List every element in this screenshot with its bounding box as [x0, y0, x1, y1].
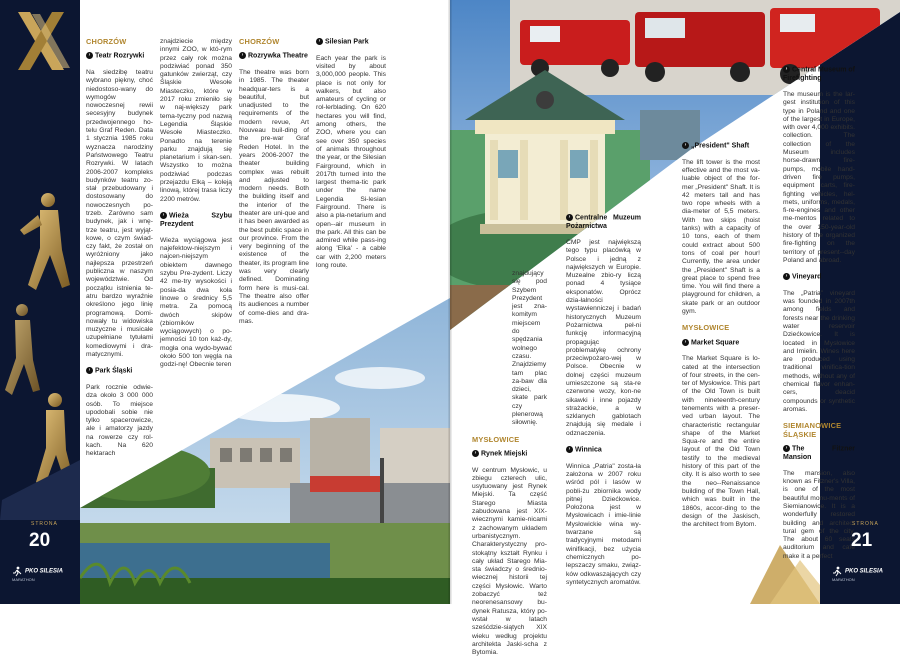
- arrow-icon: ›: [472, 450, 479, 457]
- section-heading: MYSŁOWICE: [472, 434, 520, 444]
- left-page: [0, 0, 450, 604]
- item-title: [239, 52, 309, 61]
- page-gutter: [448, 0, 452, 604]
- arrow-icon: ›: [86, 52, 93, 59]
- item-title-text: Wieża Szybu Prezydent: [160, 212, 232, 228]
- item-title: [783, 273, 855, 282]
- item-body: The lift tower is the most effective and the most va-luable object of the for-mer „President" Shaft. It is 42 meters tall and has two rope wheels with a dia-meter of 5,5 meters. With two skips (hoist tanks) with a capacity of 10 tons, each of them could extract about 500 tons of coal per hour! Currently, the area under the „President" Shaft is a great place to spend free time. You will find there a playground for children, a skate park or an outdoor gym.: [682, 158, 760, 315]
- runner-icon: [12, 566, 22, 576]
- item-title: [86, 367, 153, 376]
- brand-logo: [12, 566, 63, 583]
- item-title: [566, 214, 641, 231]
- item-body: The museum is the lar-gest institution of this type in Poland and one of the largest in Europe, with over 4,000 exhibits. collection. The collection of the Museum includes horse-drawn fire-pumps, mobile hand-driven fire pumps, equipment carts, fire-fighting vehicles, hel-mets, uniforms, medals, fi-re-engines and other me-mentos related to the over 150-year-old history of the organized fire-fighting on the territory of present--day Poland and abroad.: [783, 90, 855, 264]
- section-heading: CHORZÓW: [239, 37, 280, 46]
- arrow-icon: ›: [783, 66, 790, 73]
- left-english-column-2: [316, 38, 386, 278]
- brand-bottom-text: MARATHON: [12, 577, 35, 582]
- item-title-text: Central Museum of Firefighting: [783, 66, 856, 82]
- brand-logo: [832, 566, 883, 583]
- right-polish-column-2: [566, 214, 641, 595]
- right-polish-column-1: [472, 270, 547, 665]
- item-title-text: Winnica: [575, 446, 602, 454]
- item-title-text: Teatr Rozrywki: [95, 52, 145, 60]
- arrow-icon: ›: [682, 339, 689, 346]
- item-title-text: Park Śląski: [95, 367, 133, 375]
- item-title: [566, 446, 641, 455]
- brand-top-text: PKO SILESIA: [845, 568, 884, 575]
- item-body: CMP jest największą tego typu placówką w Polsce i jedną z największych w Europie. Muzealne zbio-ry liczą ponad 4 tysiące eksponatów. Oprócz dzia-łalności wystawienniczej i badań historycznych Muzeum Pożarnictwa peł-ni funkcję informacyjną propagując problematykę ochrony przeciwpożaro-wej w Polsce. Obecnie w dolnej części muzeum umieszczone są sta-re czerwone wozy, kon-ne sikawki i inne pojazdy strażackie, a w szklanych gablotach znajdują się medale i odznaczenia.: [566, 238, 641, 437]
- left-english-column-1: [239, 38, 309, 334]
- item-body: Wieża wyciągowa jest najefektow-niejszym i najcen-niejszym obiektem dawnego szybu Pre-zydent. Liczy 42 me-try wysokości i posia-da dwa koła linowe o średnicy 5,5 metra. Za pomocą dwóch skipów (zbiorników wyciągowych) o po-jemności 10 ton każ-dy, mogła ona wydo-bywać około 500 ton węgla na godzi-nę! Obecnie teren: [160, 236, 232, 369]
- item-title: [160, 212, 232, 229]
- folio-label: STRONA: [852, 521, 879, 527]
- right-english-column-2: [783, 66, 855, 569]
- item-title-text: The Fitzner Mansion: [783, 445, 855, 461]
- runner-icon: [832, 566, 842, 576]
- item-body: Winnica „Patria" zosta-ła założona w 2007 roku wśród pól i lasów w pobli-żu zbiornika wody pitnej Dziećkowice. Położona jest w Mysłowicach i imie-linie Mysłowickie wina wy-twarzane są tradycyjnymi metodami winifikacji, bez użycia chemicznych po-lepszaczy smaku, związ-ków odkwaszających czy syntetycznych aromatów.: [566, 462, 641, 586]
- item-title: [86, 52, 153, 61]
- page-number: 21: [851, 530, 873, 551]
- section-heading: SIEMIANOWICE ŚLĄSKIE: [783, 421, 842, 439]
- item-title: [783, 445, 855, 462]
- arrow-icon: ›: [239, 52, 246, 59]
- arrow-icon: ›: [682, 142, 689, 149]
- item-title: [682, 339, 760, 348]
- arrow-icon: ›: [566, 214, 573, 221]
- arrow-icon: ›: [160, 212, 167, 219]
- left-polish-column-1: [86, 38, 153, 467]
- item-title-text: Vineyard: [792, 273, 822, 281]
- brand-top-text: PKO SILESIA: [25, 568, 64, 575]
- item-title-text: Rynek Miejski: [481, 450, 528, 458]
- item-title-text: Rozrywka Theatre: [248, 52, 308, 60]
- right-page: [450, 0, 900, 657]
- item-title-text: Centralne Muzeum Pożarnictwa: [566, 214, 641, 230]
- page-number: 20: [29, 530, 51, 551]
- runner-silhouettes-image: [0, 80, 80, 520]
- item-body: The mansion, also known as Fitzner's Villa, is one of the most beautiful monu-ments of Siemianowice. It is a wonderfully restored building and architec-tural gem of the city. The about 60 seats auditorium and café make it a perfect: [783, 469, 855, 560]
- right-english-column-1: [682, 142, 760, 537]
- item-body: Each year the park is visited by about 3,000,000 people. This place is not only for walkers, but also amateurs of cycling or rol-lerblading. On 620 hectares you will find, among others, the ZOO, where you can see over 350 species of animals throughout the year, or the Silesian Fairground, which in 2017th turned into the largest thema-tic park under the name Legendia Si-lesian Fairground. There is also a pla-netarium and open--air museum in the park. All this can be admired while pass-ing along 'Elka' - a cable car with 2,200 meters long route.: [316, 54, 386, 270]
- decorative-x-logo: [10, 6, 72, 76]
- left-polish-column-2: [160, 38, 232, 378]
- brand-bottom-text: MARATHON: [832, 577, 855, 582]
- item-title: [682, 142, 760, 151]
- folio-label: STRONA: [31, 521, 58, 527]
- arrow-icon: ›: [566, 446, 573, 453]
- item-title-text: Market Square: [691, 338, 740, 346]
- section-heading: CHORZÓW: [86, 37, 127, 46]
- arrow-icon: ›: [316, 38, 323, 45]
- item-body: Na siedzibę teatru wybrano piękny, choć niedostoso-wany do wymogów nowoczesnej rewii secesyjny budynek przedwojennego ho-telu Graf Reden. Data 1 stycznia 1985 roku wyznacza narodziny Państwowego Teatru Rozrywki. W latach 2006-2007 kompleks budynków teatru zo-stał przebudowany i dostosowany do nowoczesnych po-trzeb. Zarówno sam budynek, jak i wnę-trze teatru, jest wyjąt-kowe, o czym świad-czy fakt, że został on wyróżniony jako najlepsza przestrzeń publiczna w naszym województwie. Od początku istnienia te-atru bardzo wyraźnie określono jego linię programową. Domi-nowały tu widowiska muzyczne i musicale uzupełniane tytułami komediowymi i dra-matycznymi.: [86, 68, 153, 359]
- item-body: The theatre was born in 1985. The theater headquar-ters is a beautiful, but unadjusted to the requirements of the modern revue, Art Nouveau buil-ding of the pre-war Graf Reden Hotel. In the years 2006-2007 the theater building complex was rebuilt and adjusted to modern needs. Both the building itself and the interior of the theater are uni-que and it has been awarded as the best public space in our province. From the very beginning of the existence of the theater, its program line was very clearly defined. Dominating form here is musi-cal. The theatre also offer its audiences a number of come-dies and dra-mas.: [239, 68, 309, 325]
- section-heading: MYSŁOWICE: [682, 323, 730, 333]
- item-body: The Market Square is lo-cated at the intersection of four streets, in the cen-ter of Mysłowice. This part of the Old Town is built with nineteenth-century tenements with a preser-ved urban layout. The characteristic rectangular shape of the Market Squa-re and the entire layout of the Old Town testify to the medieval history of this part of the city. It is also worth to see the neo--Renaissance building of the Town Hall, which was built in the 1860s, accor-ding to the design of the Jaskisch, the architect from Bytom.: [682, 355, 760, 529]
- item-title-text: Silesian Park: [325, 38, 369, 46]
- item-title: [316, 38, 386, 47]
- item-body: W centrum Mysłowic, u zbiegu czterech ulic, usytuowany jest Rynek Miejski. Ta część Starego Miasta zabudowana jest XIX-wiecznymi kamie-nicami z zachowanym układem urbanistycznym. Charakterystyczny pro-stokątny kształt Rynku i cały układ Starego Mia-sta świadczy o średnio-wiecznej historii tej części Mysłowic. Warto zobaczyć też neorenesansowy bu-dynek Ratusza, który po-wstał w latach sześćdzie-siątych XIX wieku według projektu architekta Jaski-scha z Bytomia.: [472, 466, 547, 657]
- arrow-icon: ›: [783, 445, 790, 452]
- item-body: znajdziecie między innymi ZOO, w któ-rym przez cały rok można podziwiać ponad 350 gatunków zwierząt, czy Śląskie Wesołe Miasteczko, które w 2017 roku zmieniło się w naj-większy park tema-tyczny pod nazwą Legendia Śląskie Wesołe Miasteczko. Ponadto na terenie parku znajdują się planetarium i skan-sen. Wszystko to można podziwiać podczas przejazdu Elką – koleją linową, której trasa liczy 2200 metrów.: [160, 38, 232, 203]
- item-title: [783, 66, 855, 83]
- arrow-icon: ›: [86, 367, 93, 374]
- item-title-text: „President" Shaft: [691, 142, 750, 150]
- item-title: [472, 450, 547, 459]
- arrow-icon: ›: [783, 273, 790, 280]
- item-body: znajdujący się pod Szybem Prezydent jest zna-komitym miejscem do spędzania wolnego czasu. Znajdziemy tam plac za-baw dla dzieci, skate park czy plenerową siłownię.: [512, 270, 547, 427]
- item-body: The „Patria" vineyard was founded in 2007th among fields and forests near the drinking water reservoir Dziećkowice. It is located in Mysłowice and Imielin. Wines here are produced using traditional vinifica-tion methods, without any of chemical flavor enhan-cers, deacid compounds or synthetic aromas.: [783, 289, 855, 413]
- item-body: Park rocznie odwie-dza około 3 000 000 osób. To miejsce upodobali sobie nie tylko spacerowicze, ale i amatorzy jazdy na rowerze czy rol-kach. Na 620 hektarach: [86, 383, 153, 458]
